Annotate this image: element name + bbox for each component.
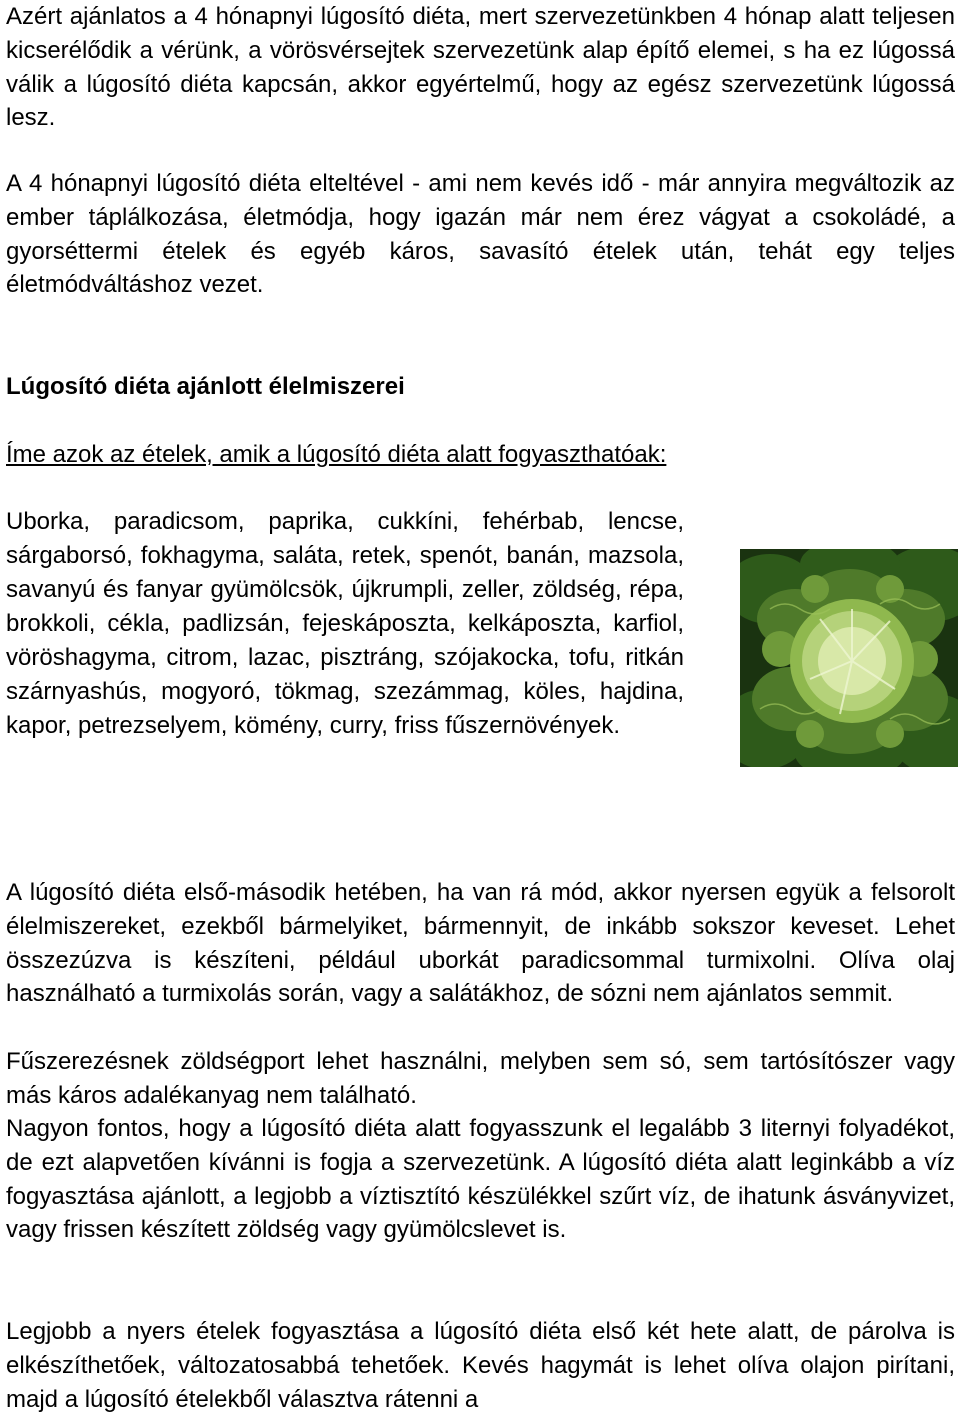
first-weeks-paragraph: A lúgosító diéta első-második hetében, ha van rá mód, akkor nyersen együk a felsorolt élelmiszereket, ezekből bármelyiket, bármennyit, de inkább sokszor keveset. Lehet összezúzva is készíteni, például uborkát paradicsommal turmixolni. Olíva olaj használható a turmixolás során, vagy a salátákhoz, de sózni nem ajánlatos semmit. [6, 879, 955, 1008]
intro-paragraph: Azért ajánlatos a 4 hónapnyi lúgosító diéta, mert szervezetünkben 4 hónap alatt teljesen kicserélődik a vérünk, a vörösvérsejtek szervezetünk alap építő elemei, s ha ez lúgossá válik a lúgosító diéta kapcsán, akkor egyértelmű, hogy az egész szervezetünk lúgossá lesz. [6, 3, 955, 132]
savoy-cabbage-photo [740, 549, 958, 767]
raw-foods-paragraph: Legjobb a nyers ételek fogyasztása a lúgosító diéta első két hete alatt, de párolva is elkészíthetőek, változatosabbá tehetőek. Kevés hagymát is lehet olíva olajon pirítani, majd a lúgosító ételekből választva rátenni a [6, 1318, 955, 1413]
seasoning-paragraph: Fűszerezésnek zöldségport lehet használni, melyben sem só, sem tartósítószer vagy más káros adalékanyag nem található. [6, 1048, 955, 1109]
section-subheading: Íme azok az ételek, amik a lúgosító diéta alatt fogyaszthatóak: [6, 441, 667, 468]
diet-duration-paragraph: A 4 hónapnyi lúgosító diéta elteltével - ami nem kevés idő - már annyira megváltozik az ember táplálkozása, életmódja, hogy igazán már nem érez vágyat a csokoládé, a gyorséttermi ételek és egyéb káros, savasító ételek után, tehát egy teljes életmódváltáshoz vezet. [6, 170, 955, 299]
section-heading: Lúgosító diéta ajánlott élelmiszerei [6, 373, 405, 400]
recommended-foods-list: Uborka, paradicsom, paprika, cukkíni, fehérbab, lencse, sárgaborsó, fokhagyma, saláta, retek, spenót, banán, mazsola, savanyú és fanyar gyümölcsök, újkrumpli, zeller, zöldség, répa, brokkoli, cékla, padlizsán, fejeskáposzta, kelkáposzta, karfiol, vöröshagyma, citrom, lazac, pisztráng, szójakocka, tofu, ritkán szárnyashús, mogyoró, tökmag, szezámmag, köles, hajdina, kapor, petrezselyem, kömény, curry, friss fűszernövények. [6, 508, 684, 739]
hydration-paragraph: Nagyon fontos, hogy a lúgosító diéta alatt fogyasszunk el legalább 3 liternyi folyadékot, de ezt alapvetően kívánni is fogja a szervezetünk. A lúgosító diéta alatt leginkább a víz fogyasztása ajánlott, a legjobb a víztisztító készülékkel szűrt víz, de ihatunk ásványvizet, vagy frissen készített zöldség vagy gyümölcslevet is. [6, 1115, 955, 1244]
